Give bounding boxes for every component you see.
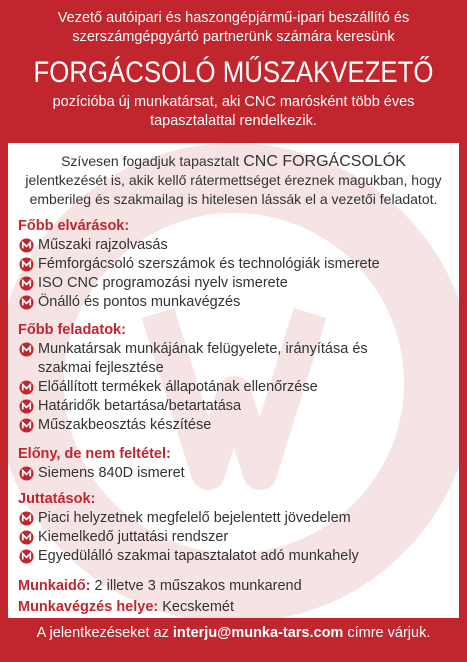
advantage-title: Előny, de nem feltétel: — [18, 446, 171, 462]
lead-paragraph — [20, 152, 447, 209]
list-item — [18, 397, 449, 416]
list-item-text: ISO CNC programozási nyelv ismerete — [38, 275, 288, 291]
bullet-icon — [19, 549, 34, 564]
benefits-section — [18, 490, 449, 566]
schedule-row — [18, 577, 449, 596]
advantage-section — [18, 445, 449, 483]
requirements-title: Főbb elvárások: — [18, 218, 130, 234]
contact-email-link[interactable]: interju@munka-tars.com — [172, 625, 344, 641]
tasks-title: Főbb feladatok: — [18, 322, 126, 338]
location-row — [18, 598, 449, 617]
list-item-text: Egyedülálló szakmai tapasztalatot adó munkahely — [38, 548, 359, 564]
list-item — [18, 547, 449, 566]
list-item-text: Fémforgácsoló szerszámok és technológiák ismerete — [38, 256, 380, 272]
bullet-icon — [19, 238, 34, 253]
lead-after: jelentkezését is, akik kellő rátermettséget éreznek magukban, hogy emberileg és szakmailag is hitelesen lássák el a vezetői feladatot. — [25, 172, 442, 207]
bullet-icon — [19, 399, 34, 414]
list-item — [18, 509, 449, 528]
bullet-icon — [19, 511, 34, 526]
benefits-list — [18, 509, 449, 566]
requirements-list — [18, 236, 449, 312]
footer-after: címre várjuk. — [347, 625, 431, 641]
list-item-text: Műszaki rajzolvasás — [38, 237, 168, 253]
list-item-text: Műszakbeosztás készítése — [38, 417, 212, 433]
list-item — [18, 464, 449, 483]
benefits-title: Juttatások: — [18, 491, 96, 507]
bullet-icon — [19, 380, 34, 395]
location-value: Kecskemét — [162, 599, 234, 615]
list-item-text: Siemens 840D ismeret — [38, 465, 185, 481]
list-item — [18, 255, 449, 274]
tasks-list — [18, 340, 449, 435]
lead-before: Szívesen fogadjuk tapasztalt — [61, 153, 240, 169]
list-item — [18, 340, 449, 378]
bullet-icon — [19, 295, 34, 310]
lead-highlight: CNC FORGÁCSOLÓK — [243, 153, 406, 170]
list-item — [18, 416, 449, 435]
header-banner — [0, 0, 467, 143]
content-panel — [8, 143, 459, 618]
footer-banner — [0, 624, 467, 643]
requirements-section — [18, 217, 449, 312]
list-item-text: Önálló és pontos munkavégzés — [38, 294, 241, 310]
bullet-icon — [19, 418, 34, 433]
list-item — [18, 236, 449, 255]
list-item-text: Előállított termékek állapotának ellenőrzése — [38, 379, 318, 395]
list-item-text: Határidők betartása/betartatása — [38, 398, 242, 414]
list-item-text: Piaci helyzetnek megfelelő bejelentett jövedelem — [38, 510, 351, 526]
list-item-text: Munkatársak munkájának felügyelete, irányítása és szakmai fejlesztése — [38, 341, 368, 376]
bullet-icon — [19, 342, 34, 357]
footer-before: A jelentkezéseket az — [36, 625, 169, 641]
list-item — [18, 528, 449, 547]
intro-text: Vezető autóipari és haszongépjármű-ipari beszállító és szerszámgépgyártó partnerünk számára keresünk — [57, 10, 410, 45]
bullet-icon — [19, 530, 34, 545]
schedule-value: 2 illetve 3 műszakos munkarend — [94, 578, 302, 594]
list-item-text: Kiemelkedő juttatási rendszer — [38, 529, 229, 545]
location-label: Munkavégzés helye: — [18, 599, 159, 615]
bullet-icon — [19, 466, 34, 481]
list-item — [18, 378, 449, 397]
list-item — [18, 293, 449, 312]
bullet-icon — [19, 276, 34, 291]
list-item — [18, 274, 449, 293]
bullet-icon — [19, 257, 34, 272]
tasks-section — [18, 321, 449, 435]
job-title: FORGÁCSOLÓ MŰSZAKVEZETŐ — [33, 56, 434, 89]
advantage-list — [18, 464, 449, 483]
position-subtitle: pozícióba új munkatársat, aki CNC marósként több éves tapasztalattal rendelkezik. — [52, 94, 415, 129]
schedule-label: Munkaidő: — [18, 578, 91, 594]
